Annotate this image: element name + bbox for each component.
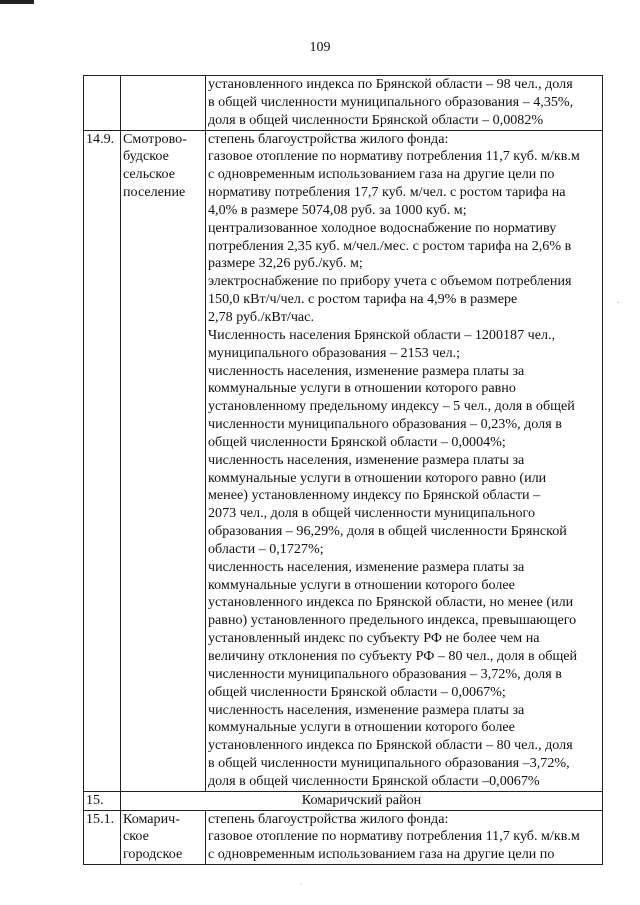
table-row [84, 76, 603, 131]
description-cell [206, 130, 603, 791]
description-line: доля в общей численности Брянской области – 0,0082% [208, 111, 544, 128]
row-number: 15. [84, 791, 121, 810]
description-line: численности муниципального образования – 3,72%, доля в [208, 665, 562, 682]
municipality-name-line: будское [123, 148, 169, 165]
description-line: нормативу потребления 17,7 куб. м/чел. с ростом тарифа на [208, 184, 566, 201]
description-line: численность населения, изменение размера платы за [208, 701, 525, 718]
description-line: в общей численности муниципального образования – 4,35%, [208, 93, 574, 110]
municipality-name-line: ское [123, 828, 149, 845]
description-line: размере 32,26 руб./куб. м; [208, 255, 363, 272]
description-line: муниципального образования – 2153 чел.; [208, 344, 461, 361]
table-row [84, 810, 603, 865]
description-line: общей численности Брянской области – 0,0067%; [208, 683, 506, 700]
description-line: установленного индекса по Брянской области – 98 чел., доля [208, 76, 573, 92]
corner-mark [0, 0, 34, 4]
description-line: доля в общей численности Брянской области –0,0067% [208, 772, 540, 789]
description-line: в общей численности муниципального образования –3,72%, [208, 755, 570, 772]
description-cell [206, 76, 603, 131]
description-line: установленного индекса по Брянской области, но менее (или [208, 594, 574, 611]
description-line: 2073 чел., доля в общей численности муниципального [208, 505, 536, 522]
municipality-name [121, 76, 206, 131]
description-line: установленному предельному индексу – 5 чел., доля в общей [208, 398, 575, 415]
description-line: установленный индекс по субъекту РФ не более чем на [208, 630, 540, 647]
description-line: степень благоустройства жилого фонда: [208, 130, 449, 147]
description-line: электроснабжение по прибору учета с объемом потребления [208, 273, 572, 290]
description-line: 4,0% в размере 5074,08 руб. за 1000 куб. м; [208, 201, 467, 218]
description-line: Численность населения Брянской области – 1200187 чел., [208, 326, 556, 343]
table-row [84, 791, 603, 810]
row-number: 14.9. [84, 130, 121, 791]
page-number: 109 [309, 40, 331, 55]
description-line: газовое отопление по нормативу потребления 11,7 куб. м/кв.м [208, 148, 580, 165]
municipality-name-line: городское [123, 846, 183, 863]
description-line: численность населения, изменение размера платы за [208, 558, 525, 575]
description-cell [206, 810, 603, 865]
description-line: менее) установленному индексу по Брянской области – [208, 487, 541, 504]
description-line: с одновременным использованием газа на другие цели по [208, 166, 555, 183]
description-line: численность населения, изменение размера платы за [208, 451, 525, 468]
municipality-name-line: поселение [123, 184, 186, 201]
description-line: газовое отопление по нормативу потребления 11,7 куб. м/кв.м [208, 828, 580, 845]
table-row [84, 130, 603, 791]
description-line: равно) установленного предельного индекса, превышающего [208, 612, 577, 629]
region-title: Комаричский район [121, 791, 603, 810]
description-line: величину отклонения по субъекту РФ – 80 чел., доля в общей [208, 648, 578, 664]
description-line: образования – 96,29%, доля в общей численности Брянской [208, 523, 567, 540]
scan-speck: · [617, 298, 621, 309]
description-line: централизованное холодное водоснабжение по нормативу [208, 219, 557, 236]
description-line: степень благоустройства жилого фонда: [208, 810, 449, 827]
description-line: потребления 2,35 куб. м/чел./мес. с ростом тарифа на 2,6% в [208, 237, 572, 254]
description-line: коммунальные услуги в отношении которого более [208, 576, 515, 593]
row-number [84, 76, 121, 131]
description-line: установленного индекса по Брянской области – 80 чел., доля [208, 737, 573, 754]
municipality-name-line: Комарич- [123, 810, 180, 827]
description-line: 150,0 кВт/ч/чел. с ростом тарифа на 4,9% в размере [208, 291, 518, 308]
description-line: численности муниципального образования – 0,23%, доля в [208, 416, 562, 433]
description-line: с одновременным использованием газа на другие цели по [208, 846, 555, 863]
description-line: коммунальные услуги в отношении которого равно (или [208, 469, 547, 486]
description-line: коммунальные услуги в отношении которого равно [208, 380, 516, 397]
description-line: общей численности Брянской области – 0,0004%; [208, 433, 506, 450]
row-number: 15.1. [84, 810, 121, 865]
scan-speck: · [300, 880, 303, 889]
municipality-name [121, 130, 206, 791]
municipality-name-line: Смотрово- [123, 130, 187, 147]
description-line: численность населения, изменение размера платы за [208, 362, 525, 379]
municipality-name-line: сельское [123, 166, 176, 183]
description-line: коммунальные услуги в отношении которого более [208, 719, 515, 736]
municipality-name [121, 810, 206, 865]
tariff-table [83, 75, 603, 865]
description-line: 2,78 руб./кВт/час. [208, 308, 314, 325]
description-line: области – 0,1727%; [208, 540, 324, 557]
